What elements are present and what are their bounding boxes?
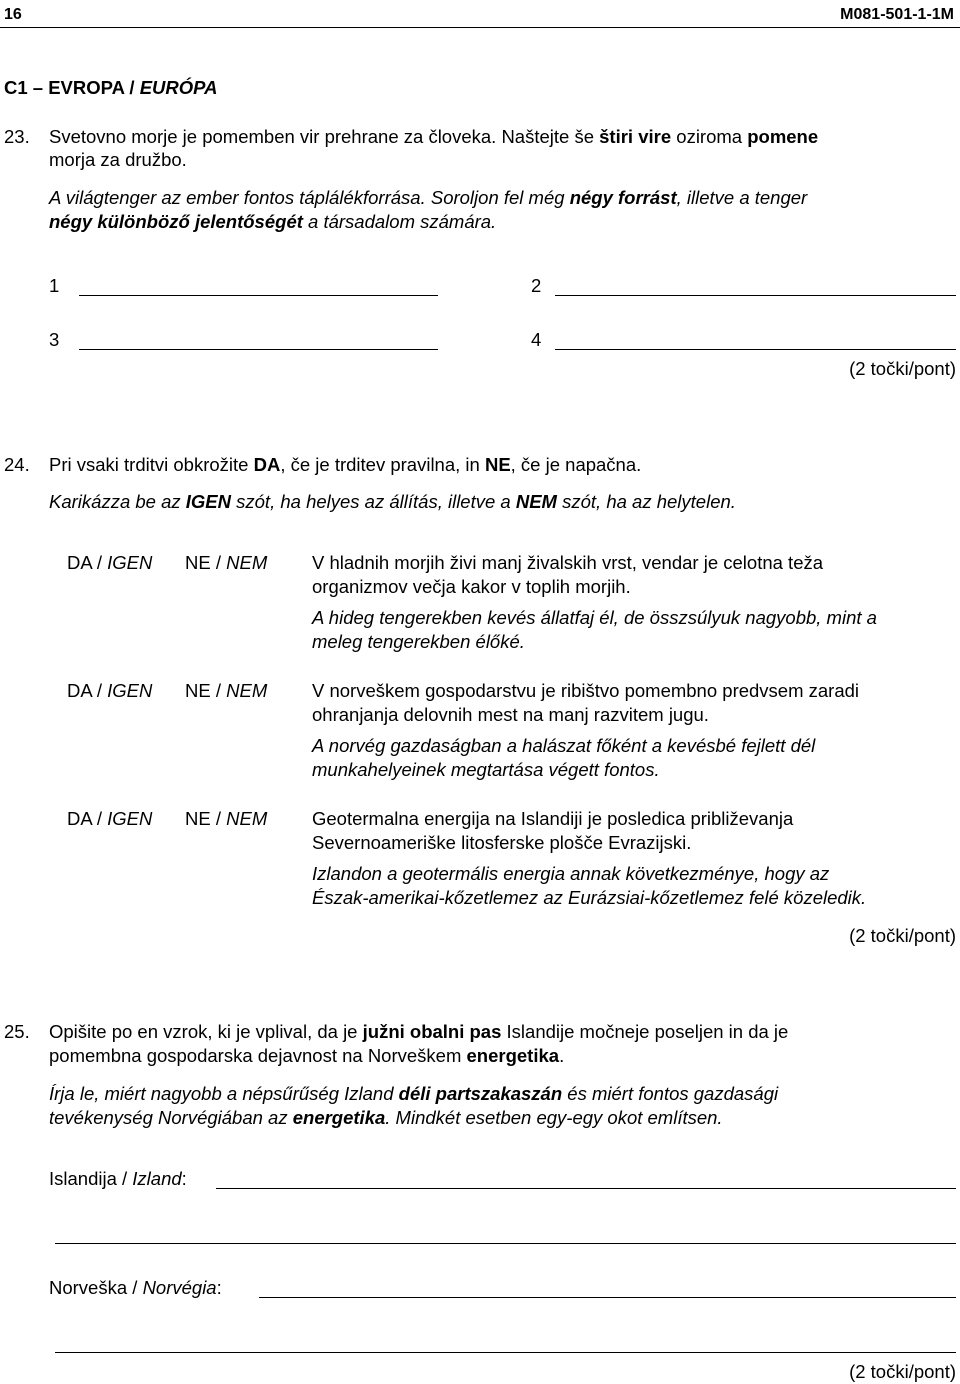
choice-da-igen[interactable]: DA / IGEN — [67, 680, 153, 701]
statement-2-sl: V norveškem gospodarstvu je ribištvo pomembno predvsem zaradi ohranjanja delovnih mest na manj razvitem jugu. — [312, 680, 860, 725]
blank-label-4: 4 — [531, 329, 542, 350]
statement-2-hu: A norvég gazdaságban a halászat főként a kevésbé fejlett dél munkahelyeinek megtartása végett fontos. — [312, 735, 816, 780]
iceland-label: Islandija / Izland: — [49, 1168, 187, 1189]
page-number: 16 — [4, 6, 22, 23]
statement-3-hu: Izlandon a geotermális energia annak következménye, hogy az Észak-amerikai-kőzetlemez az Eurázsiai-kőzetlemez felé közeledik. — [312, 863, 867, 908]
norway-label: Norveška / Norvégia: — [49, 1277, 222, 1298]
blank-label-1: 1 — [49, 275, 60, 296]
document-code: M081-501-1-1M — [840, 6, 954, 23]
norway-answer-line[interactable] — [259, 1297, 956, 1298]
section-title: C1 – EVROPA / EURÓPA — [4, 77, 218, 98]
choice-da-igen[interactable]: DA / IGEN — [67, 808, 153, 829]
statement-1-sl: V hladnih morjih živi manj živalskih vrst, vendar je celotna teža organizmov večja kakor v toplih morjih. — [312, 552, 824, 597]
q24-points: (2 točki/pont) — [849, 925, 956, 946]
q25-text-hu-cont: tevékenység Norvégiában az energetika. Mindkét esetben egy-egy okot említsen. — [49, 1107, 723, 1128]
iceland-answer-line-2[interactable] — [55, 1243, 956, 1244]
choice-ne-nem[interactable]: NE / NEM — [185, 680, 268, 701]
norway-answer-line-2[interactable] — [55, 1352, 956, 1353]
choice-da-igen[interactable]: DA / IGEN — [67, 552, 153, 573]
q24-number: 24. — [4, 454, 30, 475]
q25-text-sl: Opišite po en vzrok, ki je vplival, da je južni obalni pas Islandije močneje poseljen in da je — [49, 1021, 789, 1042]
q23-number: 23. — [4, 126, 30, 147]
blank-label-2: 2 — [531, 275, 542, 296]
statement-1-hu: A hideg tengerekben kevés állatfaj él, de összsúlyuk nagyobb, mint a meleg tengerekben élőké. — [312, 607, 877, 652]
q25-text-hu: Írja le, miért nagyobb a népsűrűség Izland déli partszakaszán és miért fontos gazdasági — [49, 1083, 779, 1104]
q23-text-sl: Svetovno morje je pomemben vir prehrane za človeka. Naštejte še štiri vire oziroma pomene — [49, 126, 819, 147]
choice-ne-nem[interactable]: NE / NEM — [185, 808, 268, 829]
header-rule — [0, 27, 960, 28]
q23-text-hu: A világtenger az ember fontos táplálékforrása. Soroljon fel még négy forrást, illetve a tenger — [49, 187, 808, 208]
q23-text-sl-cont: morja za družbo. — [49, 149, 187, 170]
blank-label-3: 3 — [49, 329, 60, 350]
iceland-answer-line[interactable] — [216, 1188, 956, 1189]
q25-points: (2 točki/pont) — [849, 1361, 956, 1382]
answer-line-4[interactable] — [555, 349, 956, 350]
answer-line-1[interactable] — [79, 295, 438, 296]
q23-points: (2 točki/pont) — [849, 358, 956, 379]
q25-text-sl-cont: pomembna gospodarska dejavnost na Norveškem energetika. — [49, 1045, 565, 1066]
q24-text-hu: Karikázza be az IGEN szót, ha helyes az állítás, illetve a NEM szót, ha az helytelen. — [49, 491, 736, 512]
choice-ne-nem[interactable]: NE / NEM — [185, 552, 268, 573]
answer-line-3[interactable] — [79, 349, 438, 350]
q24-text-sl: Pri vsaki trditvi obkrožite DA, če je trditev pravilna, in NE, če je napačna. — [49, 454, 642, 475]
q25-number: 25. — [4, 1021, 30, 1042]
answer-line-2[interactable] — [555, 295, 956, 296]
statement-3-sl: Geotermalna energija na Islandiji je posledica približevanja Severnoameriške litosferske plošče Evrazijski. — [312, 808, 794, 853]
q23-text-hu-cont: négy különböző jelentőségét a társadalom számára. — [49, 211, 497, 232]
